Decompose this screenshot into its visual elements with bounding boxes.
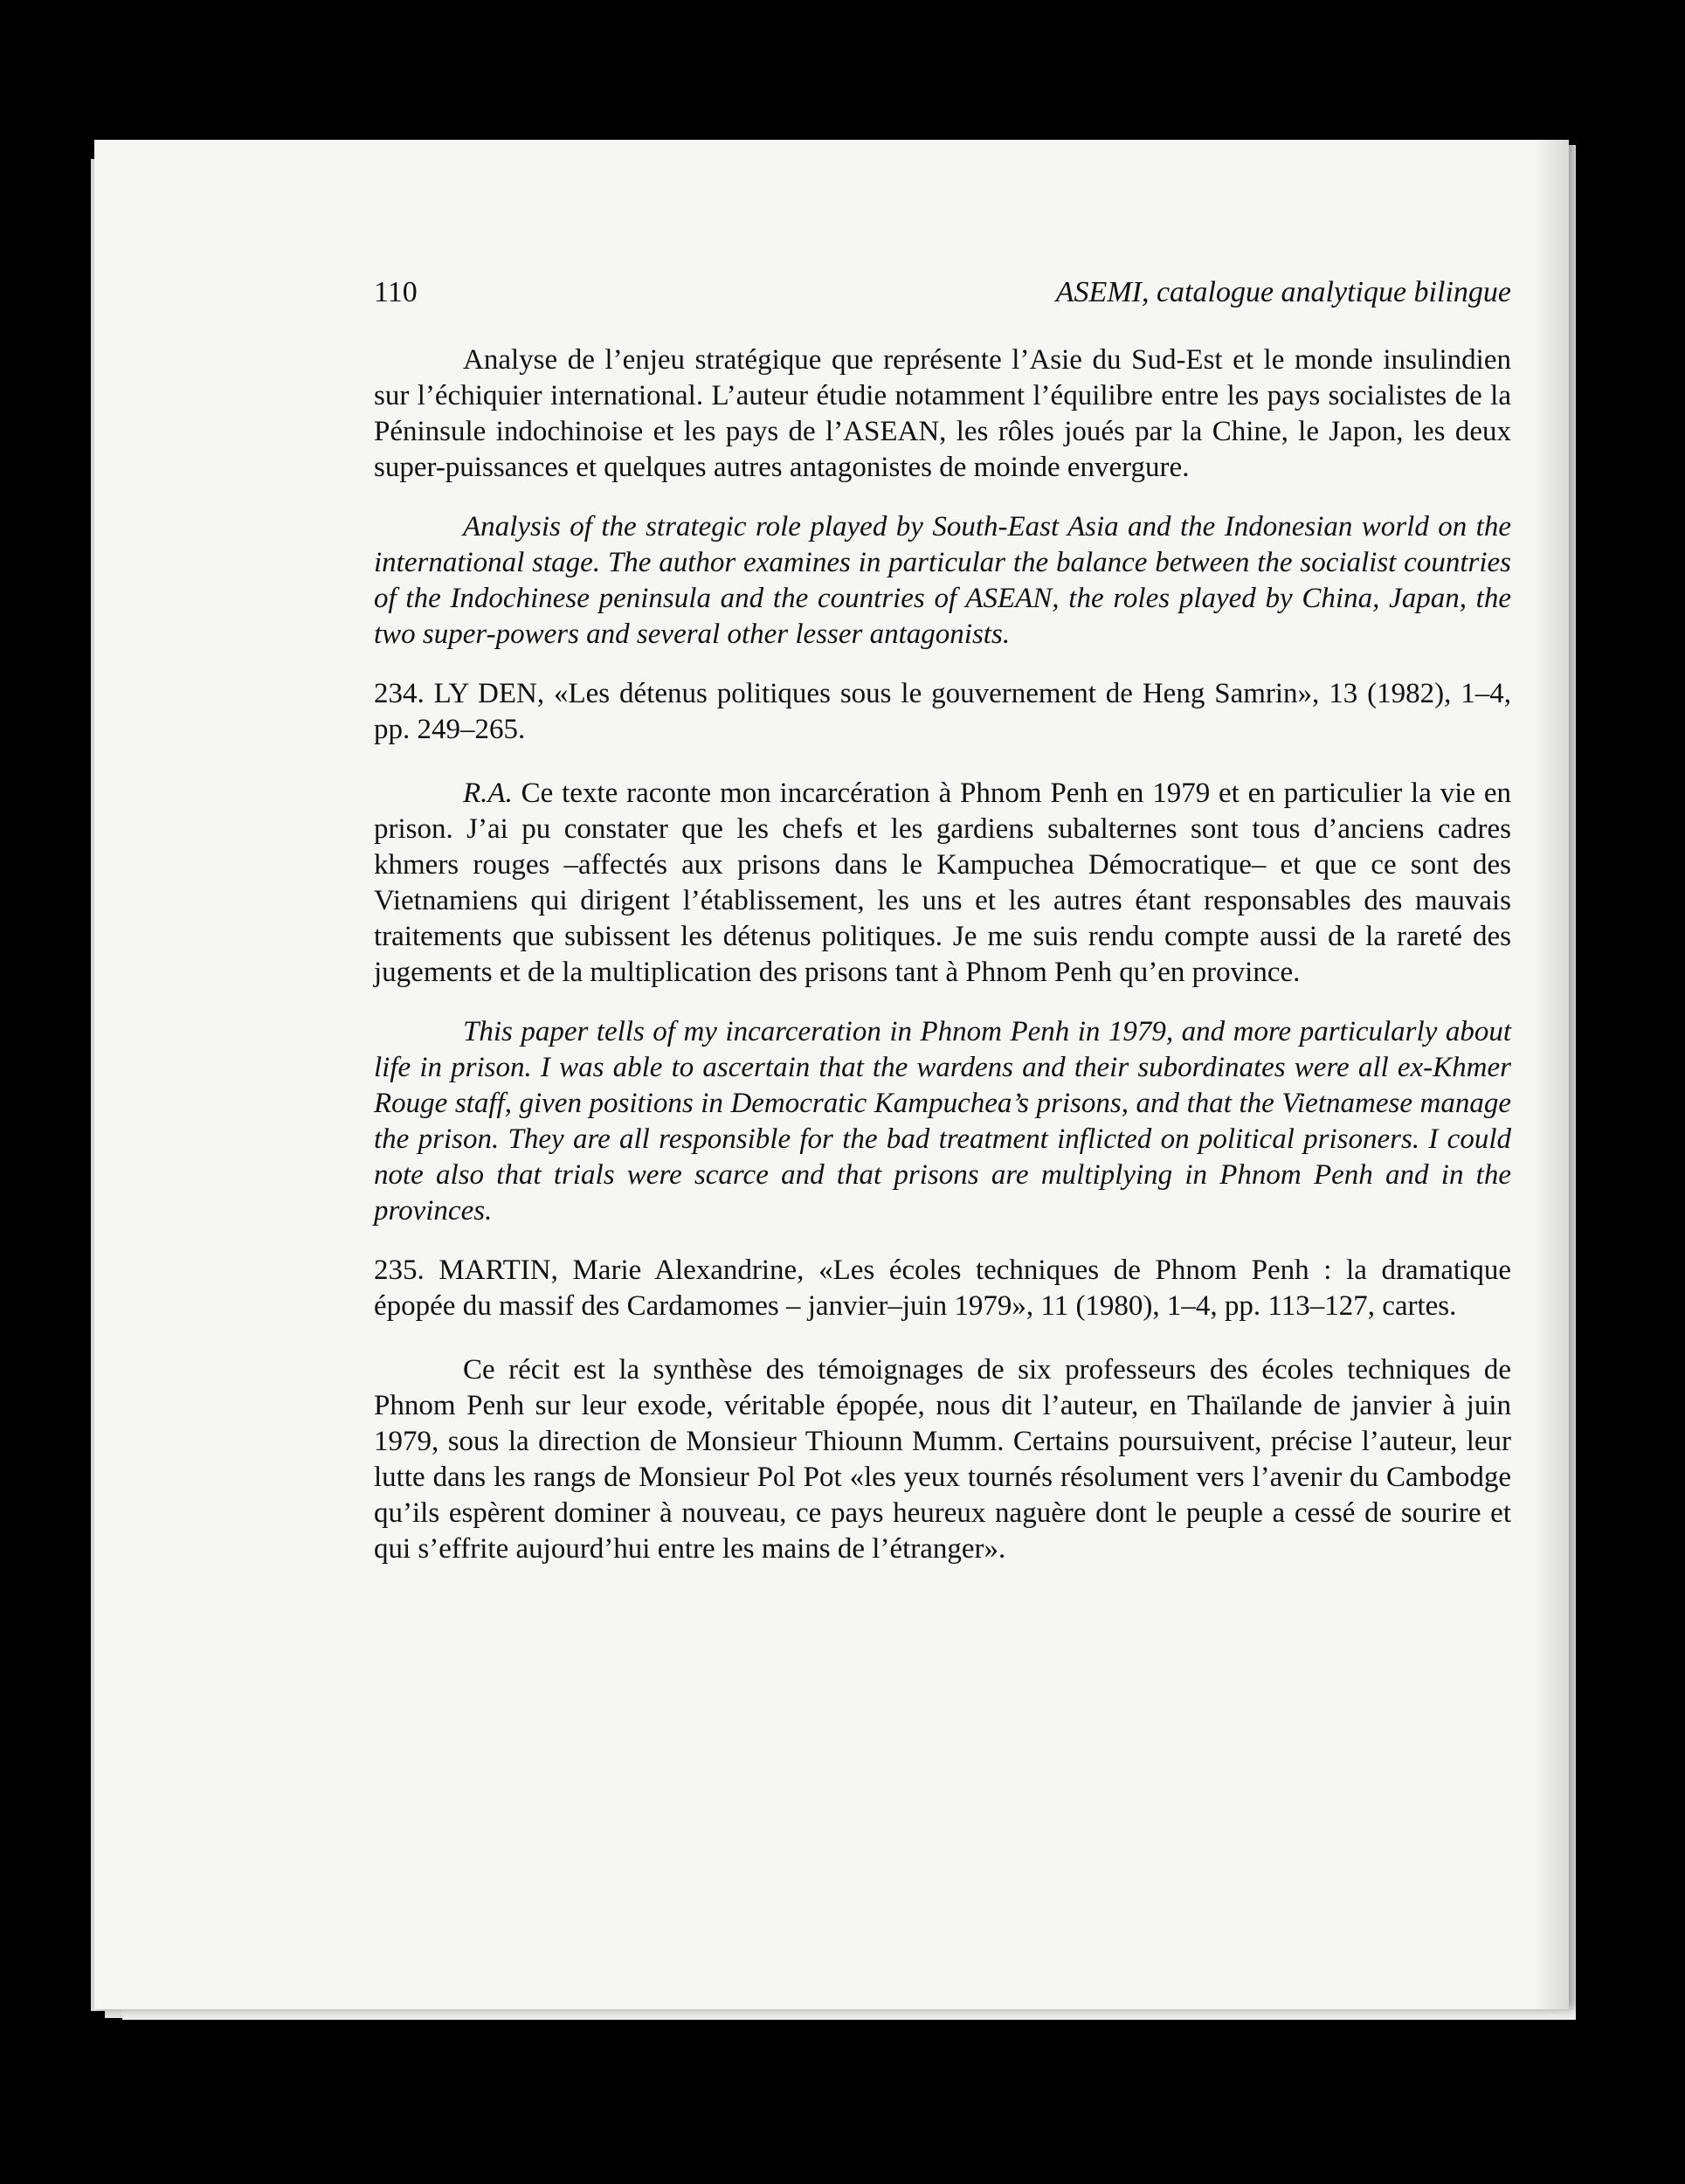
abstract-french: Analyse de l’enjeu stratégique que représente l’Asie du Sud-Est et le monde insulindien sur l’échiquier international. L’auteur étudie notamment l’équilibre entre les pays socialistes de la Péninsule indochinoise et les pays de l’ASEAN, les rôles joués par la Chine, le Japon, les deux super-puissances et quelques autres antagonistes de moinde envergure. xyxy=(374,344,1511,483)
abstract-french-235: Ce récit est la synthèse des témoignages de six professeurs des écoles techniques de Phnom Penh sur leur exode, véritable épopée, nous dit l’auteur, en Thaïlande de janvier à juin 1979, sous la direction de Monsieur Thiounn Mumm. Certains poursuivent, précise l’auteur, leur lutte dans les rangs de Monsieur Pol Pot «les yeux tournés résolument vers l’avenir du Cambodge qu’ils espèrent dominer à nouveau, ce pays heureux naguère dont le peuple a cessé de sourire et qui s’effrite aujourd’hui entre les mains de l’étranger». xyxy=(374,1354,1511,1565)
bibliographic-entry-234: 234. LY DEN, «Les détenus politiques sous le gouvernement de Heng Samrin», 13 (1982), 1–4, pp. 249–265. xyxy=(374,678,1511,745)
page-number: 110 xyxy=(374,276,418,308)
abstract-english-234: This paper tells of my incarceration in Phnom Penh in 1979, and more particularly about life in prison. I was able to ascertain that the wardens and their subordinates were all ex-Khmer Rouge staff, given positions in Democratic Kampuchea’s prisons, and that the Vietnamese manage the prison. They are all responsible for the bad treatment inflicted on political prisoners. I could note also that trials were scarce and that prisons are multiplying in Phnom Penh and in the provinces. xyxy=(374,1016,1511,1227)
running-title: ASEMI, catalogue analytique bilingue xyxy=(1055,276,1511,308)
abstract-french-234 xyxy=(374,776,1511,991)
page-body xyxy=(374,342,1511,1591)
abstract-english: Analysis of the strategic role played by South-East Asia and the Indonesian world on the international stage. The author examines in particular the balance between the socialist countries of the Indochinese peninsula and the countries of ASEAN, the roles played by China, Japan, the two super-powers and several other lesser antagonists. xyxy=(374,511,1511,650)
bibliographic-entry-235: 235. MARTIN, Marie Alexandrine, «Les écoles techniques de Phnom Penh : la dramatique épopée du massif des Cardamomes – janvier–juin 1979», 11 (1980), 1–4, pp. 113–127, cartes. xyxy=(374,1254,1511,1322)
spine-shadow xyxy=(1534,140,1569,2009)
abstract-french-234-text: Ce texte raconte mon incarcération à Phnom Penh en 1979 et en particulier la vie en prison. J’ai pu constater que les chefs et les gardiens subalternes sont tous d’anciens cadres khmers rouges –affectés aux prisons dans le Kampuchea Démocratique– et que ce sont des Vietnamiens qui dirigent l’établissement, les uns et les autres étant responsables des mauvais traitements que subissent les détenus politiques. Je me suis rendu compte aussi de la rareté des jugements et de la multiplication des prisons tant à Phnom Penh qu’en province. xyxy=(374,778,1511,988)
page-header xyxy=(374,276,1511,309)
author-summary-label: R.A. xyxy=(463,778,513,809)
